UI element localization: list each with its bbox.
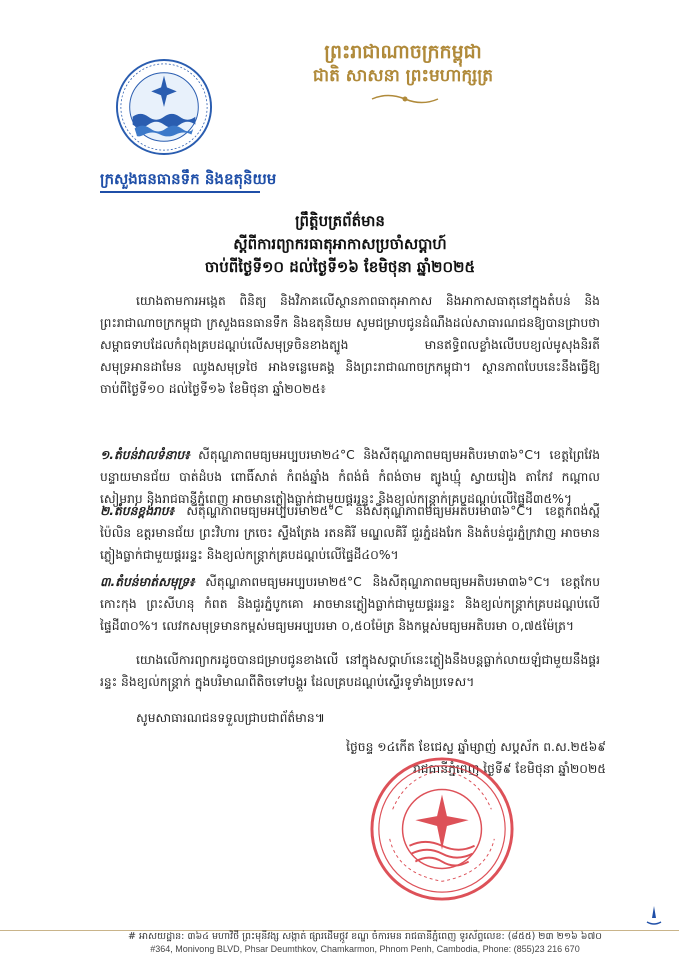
lunar-date: ថ្ងៃចន្ទ ១៤កើត ខែជេស្ឋ ឆ្នាំម្សាញ់ សប្តស័ក ព.ស.២៥៦៩ [346,740,606,754]
document-title: ព្រឹត្តិបត្រព័ត៌មាន [295,212,385,230]
region-coastal-heading: ៣.តំបន់មាត់សមុទ្រ៖ [100,575,195,589]
kingdom-title: ព្រះរាជាណាចក្រកម្ពុជា [324,41,482,63]
ministry-name: ក្រសួងធនធានទឹក និងឧតុនិយម [100,170,277,188]
place-date: រាជធានីភ្នំពេញ ថ្ងៃទី៩ ខែមិថុនា ឆ្នាំ២០២៥ [412,762,606,776]
closing-paragraph: យោងលើការព្យាករដូចបានជម្រាបជូនខាងលើ នៅក្នុងសប្តាហ៍នេះភ្លៀងនឹងបន្តធ្លាក់លាយឡំជាមួយនឹងផ្គររន្ទះ និងខ្យល់កន្ត្រាក់ ក្នុងបរិមាណពីតិចទៅបង្គួរ ដែលគ្របដណ្ដប់ស្ទើរទូទាំងប្រទេស។ [100,653,600,689]
ministry-logo-icon [115,58,213,156]
region-coastal-text: សីតុណ្ហភាពមធ្យមអប្បបរមា២៥°C និងសីតុណ្ហភាពមធ្យមអតិបរមា៣៦°C។ ខេត្តកែប កោះកុង ព្រះសីហនុ កំពត និងជួរភ្នំបូកគោ អាចមានភ្លៀងធ្លាក់ជាមួយផ្គររន្ទះ និងខ្យល់កន្ត្រាក់គ្របដណ្ដប់លើផ្ទៃដី៣០%។ លេវកសមុទ្រមានកម្ពស់មធ្យមអប្បបរមា ០,៥០ម៉ែត្រ និងកម្ពស់មធ្យមអតិបរមា ០,៧៥ម៉ែត្រ។ [100,575,600,633]
pen-mark-icon [644,904,664,926]
thanks-line: សូមសាធារណជនទទួលជ្រាបជាព័ត៌មាន៕ [136,711,325,725]
region-plateau-text: សីតុណ្ហភាពមធ្យមអប្បបរមា២៥°C និងសីតុណ្ហភាពមធ្យមអតិបរមា៣៦°C។ ខេត្តកំពង់ស្ពឺ ប៉ៃលិន ឧត្ដរមានជ័យ ព្រះវិហារ ក្រចេះ ស្ទឹងត្រែង រតនគិរី មណ្ឌលគិរី ជួរភ្នំដងរែក និងតំបន់ជួរភ្នំក្រវាញ អាចមានភ្លៀងធ្លាក់ជាមួយផ្គររន្ទះ និងខ្យល់កន្ត្រាក់គ្របដណ្ដប់លើផ្ទៃដី៤០%។ [100,504,600,562]
footer-address-english: #364, Monivong BLVD, Phsar Deumthkov, Chamkarmon, Phnom Penh, Cambodia, Phone: (855)23 216 670 [150,944,580,954]
region-coastal-paragraph [100,571,600,637]
region-plateau-paragraph [100,500,600,566]
document-subtitle: ស្តីពីការព្យាករធាតុអាកាសប្រចាំសប្តាហ៍ [233,235,447,253]
document-period: ចាប់ពីថ្ងៃទី១០ ដល់ថ្ងៃទី១៦ ខែមិថុនា ឆ្នាំ២០២៥ [204,258,476,276]
region-lowland-heading: ១.តំបន់វាលទំនាប៖ [100,448,190,462]
ornament-divider-icon [370,92,440,106]
official-seal-icon [368,755,516,903]
kingdom-motto: ជាតិ សាសនា ព្រះមហាក្សត្រ [312,66,494,86]
footer-address-khmer: # អាសយដ្ឋាន: ៣៦៤ មហាវិថី ព្រះមុនីវង្ស សង្កាត់ ផ្សារដើមថ្កូវ ខណ្ឌ ចំការមន រាជធានីភ្នំពេញ ទូរស័ព្ទលេខ: (៨៥៥) ២៣ ២១៦ ៦៧០ [127,931,603,942]
ministry-underline [100,191,260,193]
intro-paragraph: យោងតាមការអង្កេត ពិនិត្យ និងវិភាគលើស្ថានភាពធាតុអាកាស និងអាកាសធាតុនៅក្នុងតំបន់ និងព្រះរាជាណាចក្រកម្ពុជា ក្រសួងធនធានទឹក និងឧតុនិយម សូមជម្រាបជូនដំណឹងដល់សាធារណជនឱ្យបានជ្រាបថា សម្ពាធទាបដែលកំពុងគ្របដណ្ដប់លើសមុទ្រចិនខាងត្បូង មានឥទ្ធិពលខ្លាំងលើបបខ្យល់មូសុងនិរតី សមុទ្រអានដាមែន ឈូងសមុទ្រថៃ អាងទន្លេមេគង្គ និងព្រះរាជាណាចក្រកម្ពុជា។ ស្ថានភាពបែបនេះនឹងធ្វើឱ្យ ចាប់ពីថ្ងៃទី១០ ដល់ថ្ងៃទី១៦ ខែមិថុនា ឆ្នាំ២០២៥៖ [100,294,600,396]
region-lowland-text: សីតុណ្ហភាពមធ្យមអប្បបរមា២៤°C និងសីតុណ្ហភាពមធ្យមអតិបរមា៣៦°C។ ខេត្តព្រៃវែង បន្ទាយមានជ័យ បាត់ដំបង ពោធិ៍សាត់ កំពង់ឆ្នាំង កំពង់ធំ កំពង់ចាម ត្បូងឃ្មុំ ស្វាយរៀង តាកែវ កណ្ដាល សៀមរាប និងរាជធានីភ្នំពេញ អាចមានភ្លៀងធ្លាក់ជាមួយផ្គររន្ទះ និងខ្យល់កន្ត្រាក់គ្របដណ្ដប់លើផ្ទៃដី៣៥%។ [100,448,600,506]
region-plateau-heading: ២.តំបន់ខ្ពង់រាប៖ [100,504,175,518]
